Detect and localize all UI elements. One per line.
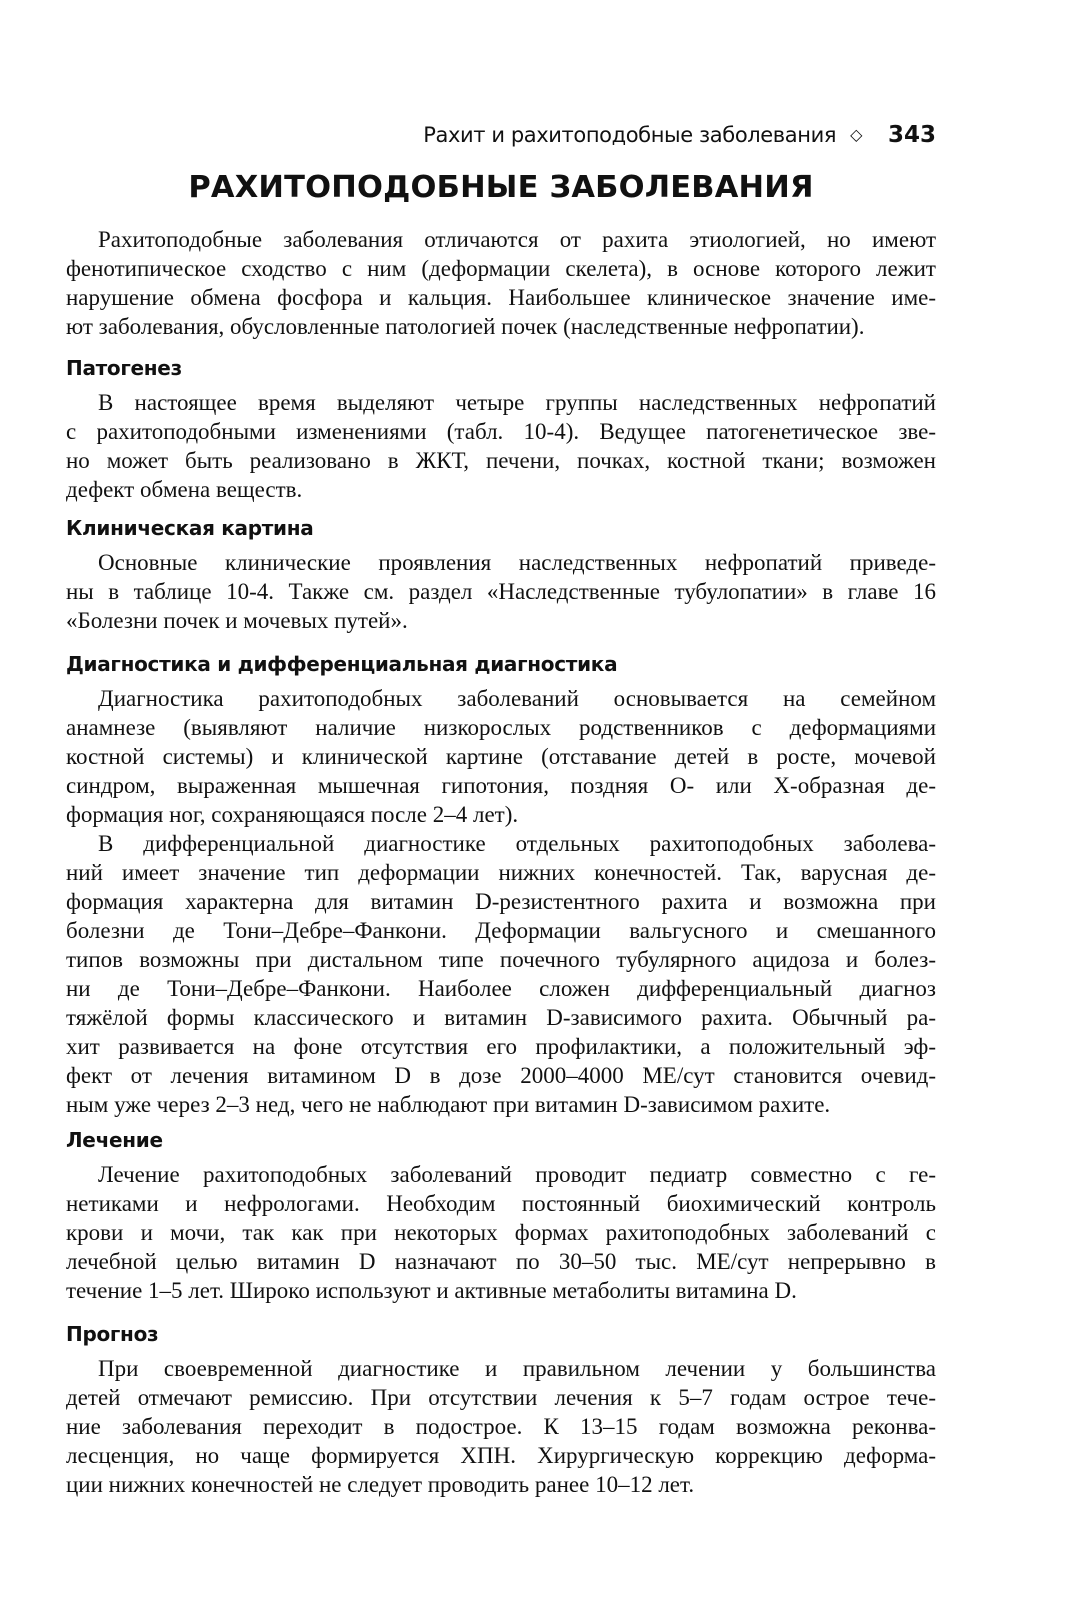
text-line: ют заболевания, обусловленные патологией почек (наследственные нефропатии). [66,314,865,339]
paragraph [66,829,936,1119]
text-line: В дифференциальной диагностике отдельных рахитоподобных заболева- [98,831,936,856]
text-line: Основные клинические проявления наследственных нефропатий приведе- [98,550,936,575]
section-diagnostics [66,650,936,1119]
paragraph [66,388,936,504]
section-heading: Прогноз [66,1322,159,1346]
text-line: «Болезни почек и мочевых путей». [66,608,408,633]
text-line: формация характерна для витамин D-резистентного рахита и возможна при [66,889,936,914]
section-heading: Диагностика и дифференциальная диагностика [66,652,618,676]
paragraph [66,1160,936,1305]
section-treatment [66,1126,936,1305]
text-line: с рахитоподобными изменениями (табл. 10-4). Ведущее патогенетическое зве- [66,419,936,444]
text-line: лечебной целью витамин D назначают по 30–50 тыс. МЕ/сут непрерывно в [66,1249,936,1274]
text-line: фенотипическое сходство с ним (деформации скелета), в основе которого лежит [66,256,936,281]
text-line: ни де Тони–Дебре–Фанкони. Наиболее сложен дифференциальный диагноз [66,976,936,1001]
section-clinical-picture [66,514,936,635]
text-line: нарушение обмена фосфора и кальция. Наибольшее клиническое значение име- [66,285,936,310]
text-line: ным уже через 2–3 нед, чего не наблюдают при витамин D-зависимом рахите. [66,1092,831,1117]
text-line: фект от лечения витамином D в дозе 2000–4000 МЕ/сут становится очевид- [66,1063,936,1088]
text-line: нетиками и нефрологами. Необходим постоянный биохимический контроль [66,1191,936,1216]
running-header [66,122,936,148]
text-line: хит развивается на фоне отсутствия его профилактики, а положительный эф- [66,1034,936,1059]
section-pathogenesis [66,354,936,504]
text-line: детей отмечают ремиссию. При отсутствии лечения к 5–7 годам острое тече- [66,1385,936,1410]
text-line: болезни де Тони–Дебре–Фанкони. Деформации вальгусного и смешанного [66,918,936,943]
diamond-separator-icon: ◇ [850,125,862,144]
text-line: Рахитоподобные заболевания отличаются от рахита этиологией, но имеют [98,227,936,252]
text-line: крови и мочи, так как при некоторых формах рахитоподобных заболеваний с [66,1220,936,1245]
text-line: ции нижних конечностей не следует проводить ранее 10–12 лет. [66,1472,695,1497]
text-line: Лечение рахитоподобных заболеваний проводит педиатр совместно с ге- [98,1162,936,1187]
section-heading: Патогенез [66,356,182,380]
paragraph [66,1354,936,1499]
intro-paragraph [66,225,936,341]
text-line: формация ног, сохраняющаяся после 2–4 лет). [66,802,519,827]
chapter-title: РАХИТОПОДОБНЫЕ ЗАБОЛЕВАНИЯ [188,170,814,205]
text-line: типов возможны при дистальном типе почечного тубулярного ацидоза и болез- [66,947,936,972]
text-line: В настоящее время выделяют четыре группы наследственных нефропатий [98,390,936,415]
paragraph [66,548,936,635]
text-line: течение 1–5 лет. Широко используют и активные метаболиты витамина D. [66,1278,797,1303]
paragraph [66,684,936,829]
text-line: лесценция, но чаще формируется ХПН. Хирургическую коррекцию деформа- [66,1443,936,1468]
text-line: ние заболевания переходит в подострое. К 13–15 годам возможна реконва- [66,1414,936,1439]
text-line: тяжёлой формы классического и витамин D-зависимого рахита. Обычный ра- [66,1005,936,1030]
text-line: ний имеет значение тип деформации нижних конечностей. Так, варусная де- [66,860,936,885]
text-line: При своевременной диагностике и правильном лечении у большинства [98,1356,936,1381]
page-number: 343 [887,122,936,148]
text-line: ны в таблице 10-4. Также см. раздел «Наследственные тубулопатии» в главе 16 [66,579,936,604]
text-line: дефект обмена веществ. [66,477,303,502]
section-heading: Клиническая картина [66,516,314,540]
section-prognosis [66,1320,936,1499]
intro-section [66,225,936,341]
section-heading: Лечение [66,1128,163,1152]
text-line: но может быть реализовано в ЖКТ, печени, почках, костной ткани; возможен [66,448,936,473]
text-line: анамнезе (выявляют наличие низкорослых родственников с деформациями [66,715,936,740]
running-title: Рахит и рахитоподобные заболевания [423,123,837,147]
text-line: Диагностика рахитоподобных заболеваний основывается на семейном [98,686,936,711]
text-line: костной системы) и клинической картине (отставание детей в росте, мочевой [66,744,936,769]
text-line: синдром, выраженная мышечная гипотония, поздняя О- или Х-образная де- [66,773,936,798]
